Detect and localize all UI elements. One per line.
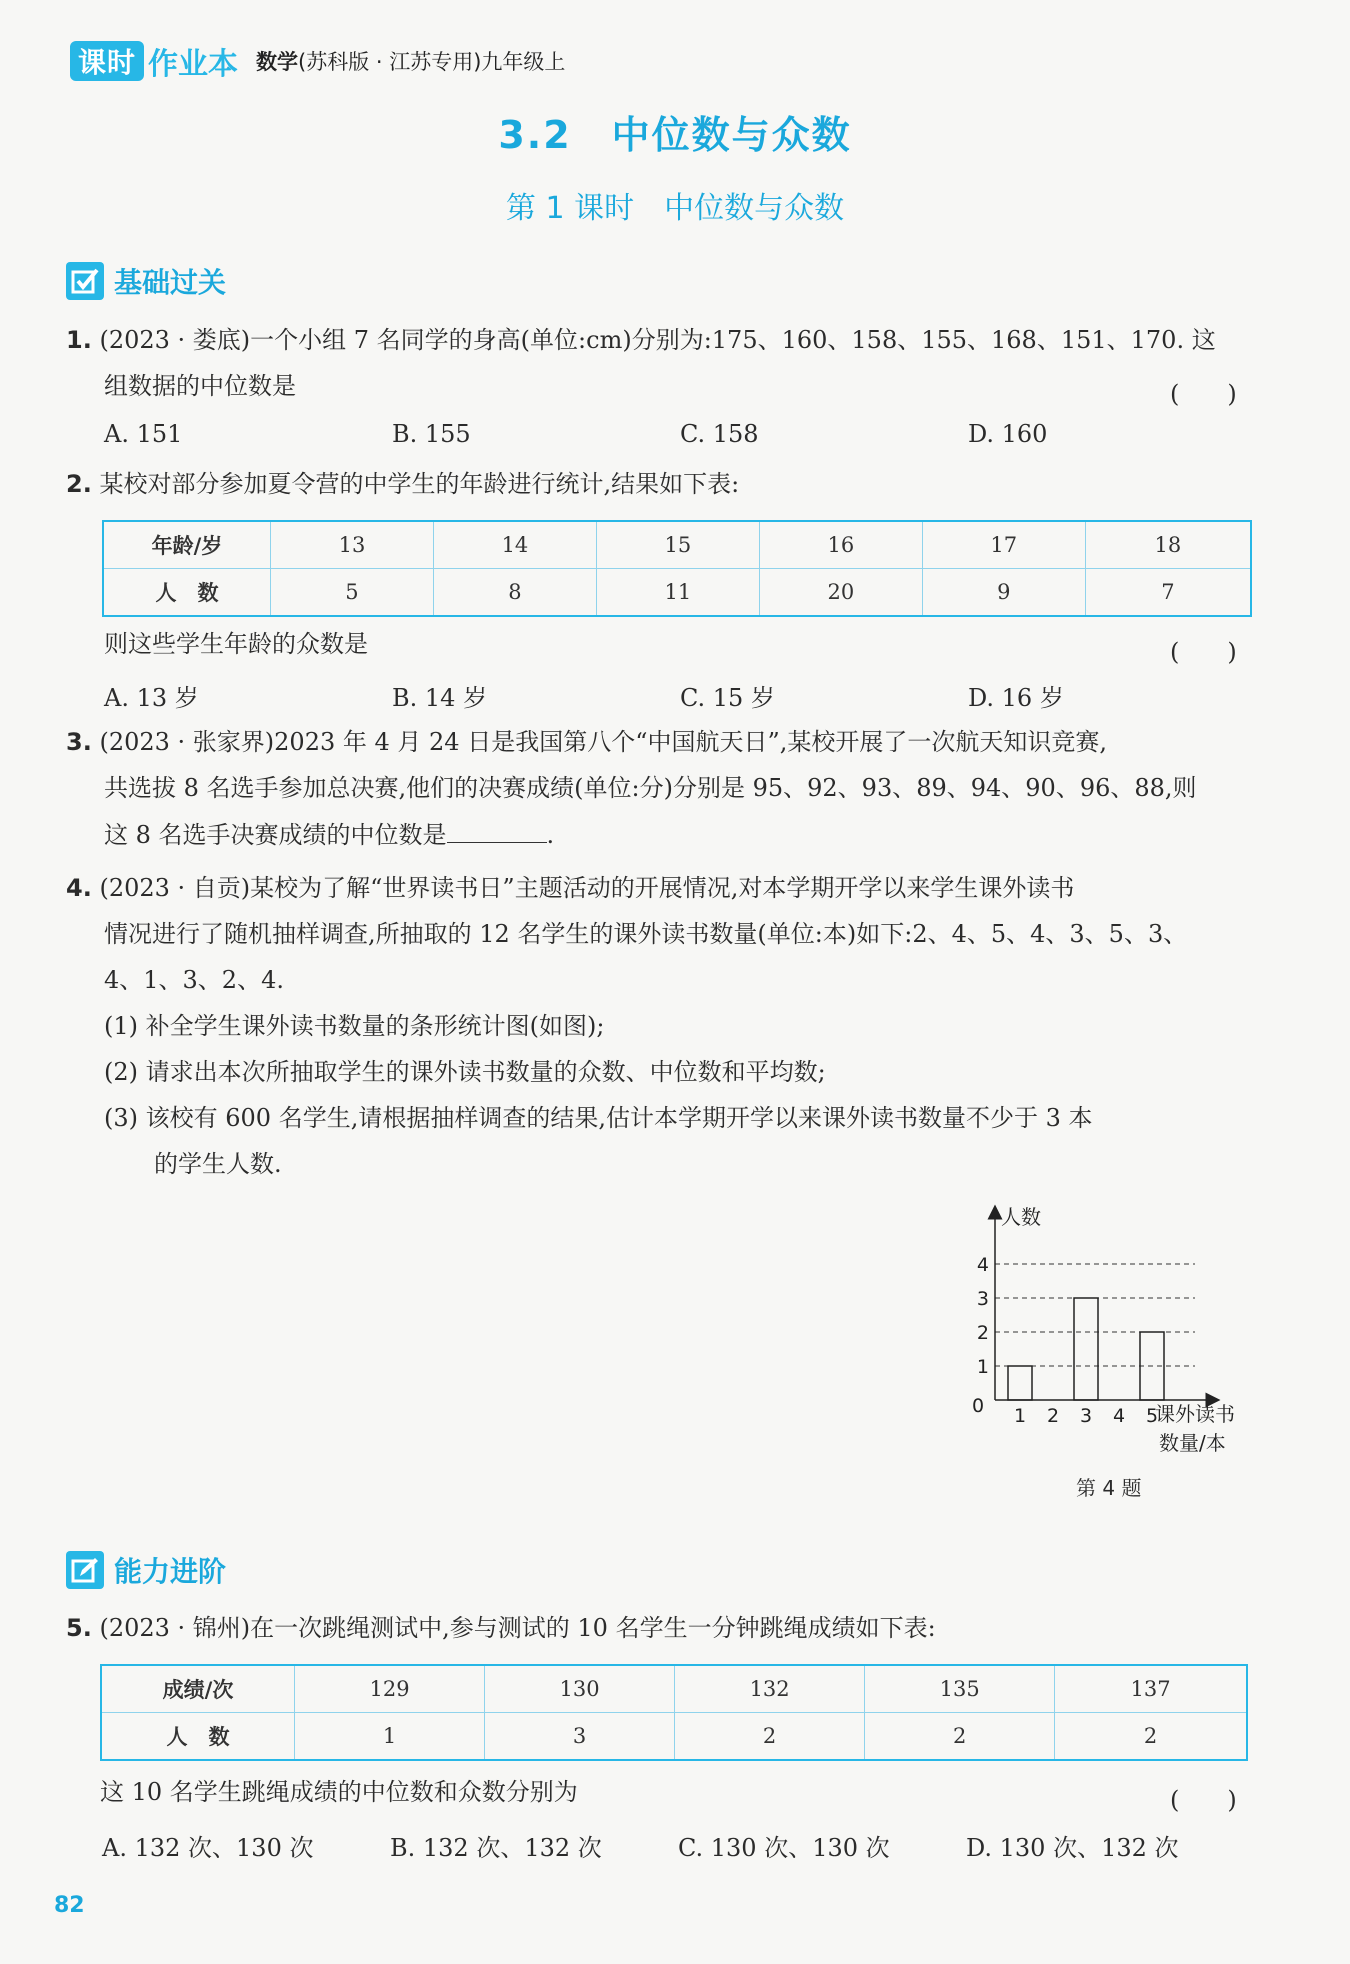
q2-line <box>66 468 739 500</box>
bar <box>1008 1366 1032 1400</box>
book-info <box>256 46 565 76</box>
x-tick-label: 5 <box>1145 1405 1159 1427</box>
q3-number: 3. <box>66 728 92 756</box>
q3-text1: (2023 · 张家界)2023 年 4 月 24 日是我国第八个“中国航天日”,某校开展了一次航天知识竞赛, <box>99 728 1107 756</box>
logo-box: 课时 <box>70 41 144 81</box>
table-cell: 7 <box>1085 569 1251 617</box>
q1-line2: 组数据的中位数是 <box>104 372 296 400</box>
lesson-title: 第 1 课时 中位数与众数 <box>505 191 845 226</box>
q2-text: 某校对部分参加夏令营的中学生的年龄进行统计,结果如下表: <box>99 470 740 498</box>
q4-line2: 情况进行了随机抽样调查,所抽取的 12 名学生的课外读书数量(单位:本)如下:2、4、5、4、3、5、3、 <box>104 920 1188 948</box>
option-d: D. 130 次、132 次 <box>966 1834 1179 1862</box>
option-b: B. 14 岁 <box>392 684 488 712</box>
q3-end: . <box>546 821 555 849</box>
q5-number: 5. <box>66 1614 92 1642</box>
table-cell: 1 <box>295 1713 485 1761</box>
option-b: B. 155 <box>392 420 471 448</box>
table-cell: 20 <box>759 569 922 617</box>
x-axis-label-line1: 课外读书 <box>1155 1402 1235 1426</box>
q3-line2: 共选拔 8 名选手参加总决赛,他们的决赛成绩(单位:分)分别是 95、92、93、89、94、90、96、88,则 <box>104 774 1197 802</box>
answer-paren: ( ) <box>1170 638 1237 666</box>
page-number: 82 <box>54 1893 85 1918</box>
q3-text3: 这 8 名选手决赛成绩的中位数是 <box>104 821 447 849</box>
q4-sub1: (1) 补全学生课外读书数量的条形统计图(如图); <box>104 1012 605 1040</box>
x-tick-label: 1 <box>1013 1405 1027 1427</box>
table-cell: 137 <box>1055 1665 1247 1713</box>
q4-number: 4. <box>66 874 92 902</box>
q4-text1: (2023 · 自贡)某校为了解“世界读书日”主题活动的开展情况,对本学期开学以来学生课外读书 <box>99 874 1075 902</box>
q4-line1 <box>66 872 1074 904</box>
option-d: D. 160 <box>968 420 1048 448</box>
q4-sub2: (2) 请求出本次所抽取学生的课外读书数量的众数、中位数和平均数; <box>104 1058 826 1086</box>
section-label: 能力进阶 <box>114 1555 227 1588</box>
table-cell: 9 <box>922 569 1085 617</box>
q4-line3: 4、1、3、2、4. <box>104 966 284 994</box>
table-cell: 16 <box>759 521 922 569</box>
table-cell: 15 <box>596 521 759 569</box>
figure-caption: 第 4 题 <box>1076 1476 1142 1500</box>
table-header: 年龄/岁 <box>103 521 271 569</box>
q3-line3 <box>104 818 554 851</box>
table-cell: 18 <box>1085 521 1251 569</box>
option-a: A. 132 次、130 次 <box>102 1834 314 1862</box>
table-cell: 130 <box>485 1665 675 1713</box>
page-header <box>70 36 565 86</box>
x-tick-label: 2 <box>1046 1405 1060 1427</box>
q4-sub3: (3) 该校有 600 名学生,请根据抽样调查的结果,估计本学期开学以来课外读书数量不少于 3 本 <box>104 1104 1093 1132</box>
q3-line1 <box>66 726 1107 758</box>
origin-label: 0 <box>972 1395 985 1417</box>
option-b: B. 132 次、132 次 <box>390 1834 602 1862</box>
option-d: D. 16 岁 <box>968 684 1064 712</box>
table-cell: 8 <box>433 569 596 617</box>
edition: (苏科版 · 江苏专用)九年级上 <box>298 50 566 74</box>
q5-question: 这 10 名学生跳绳成绩的中位数和众数分别为 <box>100 1778 578 1806</box>
table-row <box>103 569 1251 617</box>
table-cell: 132 <box>675 1665 865 1713</box>
subject: 数学 <box>256 50 299 74</box>
table-cell: 14 <box>433 521 596 569</box>
y-tick-label: 3 <box>976 1288 989 1310</box>
option-a: A. 151 <box>104 420 183 448</box>
table-cell: 13 <box>271 521 434 569</box>
table-cell: 3 <box>485 1713 675 1761</box>
table-header: 人 数 <box>101 1713 295 1761</box>
table-row <box>101 1713 1247 1761</box>
bar <box>1074 1298 1098 1400</box>
table-cell: 2 <box>865 1713 1055 1761</box>
table-cell: 11 <box>596 569 759 617</box>
table-cell: 135 <box>865 1665 1055 1713</box>
q1-number: 1. <box>66 326 92 354</box>
q5-text: (2023 · 锦州)在一次跳绳测试中,参与测试的 10 名学生一分钟跳绳成绩如下表: <box>99 1614 936 1642</box>
x-tick-label: 4 <box>1112 1405 1126 1427</box>
section-title: 3.2 中位数与众数 <box>498 113 852 157</box>
table-cell: 17 <box>922 521 1085 569</box>
option-c: C. 15 岁 <box>680 684 775 712</box>
q1-text1: (2023 · 娄底)一个小组 7 名同学的身高(单位:cm)分别为:175、160、158、155、168、151、170. 这 <box>99 326 1216 354</box>
option-c: C. 158 <box>680 420 759 448</box>
chart-bars <box>1008 1298 1164 1400</box>
q5-line <box>66 1612 936 1644</box>
x-tick-label: 3 <box>1079 1405 1093 1427</box>
y-tick-label: 1 <box>976 1356 989 1378</box>
score-table <box>100 1664 1248 1761</box>
answer-paren: ( ) <box>1170 1786 1237 1814</box>
q2-question: 则这些学生年龄的众数是 <box>104 630 368 658</box>
table-row <box>103 521 1251 569</box>
table-cell: 129 <box>295 1665 485 1713</box>
reading-bar-chart <box>955 1200 1285 1470</box>
table-header: 成绩/次 <box>101 1665 295 1713</box>
table-header: 人 数 <box>103 569 271 617</box>
y-tick-label: 4 <box>976 1254 989 1276</box>
table-row <box>101 1665 1247 1713</box>
chart-grid <box>995 1264 1195 1366</box>
y-tick-label: 2 <box>976 1322 989 1344</box>
q4-sub3-cont: 的学生人数. <box>154 1150 282 1178</box>
answer-blank <box>447 818 547 843</box>
logo-text: 作业本 <box>148 47 239 82</box>
table-cell: 2 <box>675 1713 865 1761</box>
table-cell: 5 <box>271 569 434 617</box>
answer-paren: ( ) <box>1170 380 1237 408</box>
option-c: C. 130 次、130 次 <box>678 1834 890 1862</box>
section-head-advanced <box>66 1550 226 1590</box>
section-head-basic <box>66 261 226 301</box>
table-cell: 2 <box>1055 1713 1247 1761</box>
chart-ticks <box>977 1254 1158 1427</box>
option-a: A. 13 岁 <box>104 684 199 712</box>
x-axis-label-line2: 数量/本 <box>1159 1431 1226 1455</box>
checkbox-icon <box>66 262 104 300</box>
q1-line1 <box>66 324 1216 356</box>
section-label: 基础过关 <box>114 266 227 299</box>
pencil-icon <box>66 1551 104 1589</box>
q2-number: 2. <box>66 470 92 498</box>
y-axis-label: 人数 <box>1001 1205 1041 1229</box>
age-table <box>102 520 1252 617</box>
